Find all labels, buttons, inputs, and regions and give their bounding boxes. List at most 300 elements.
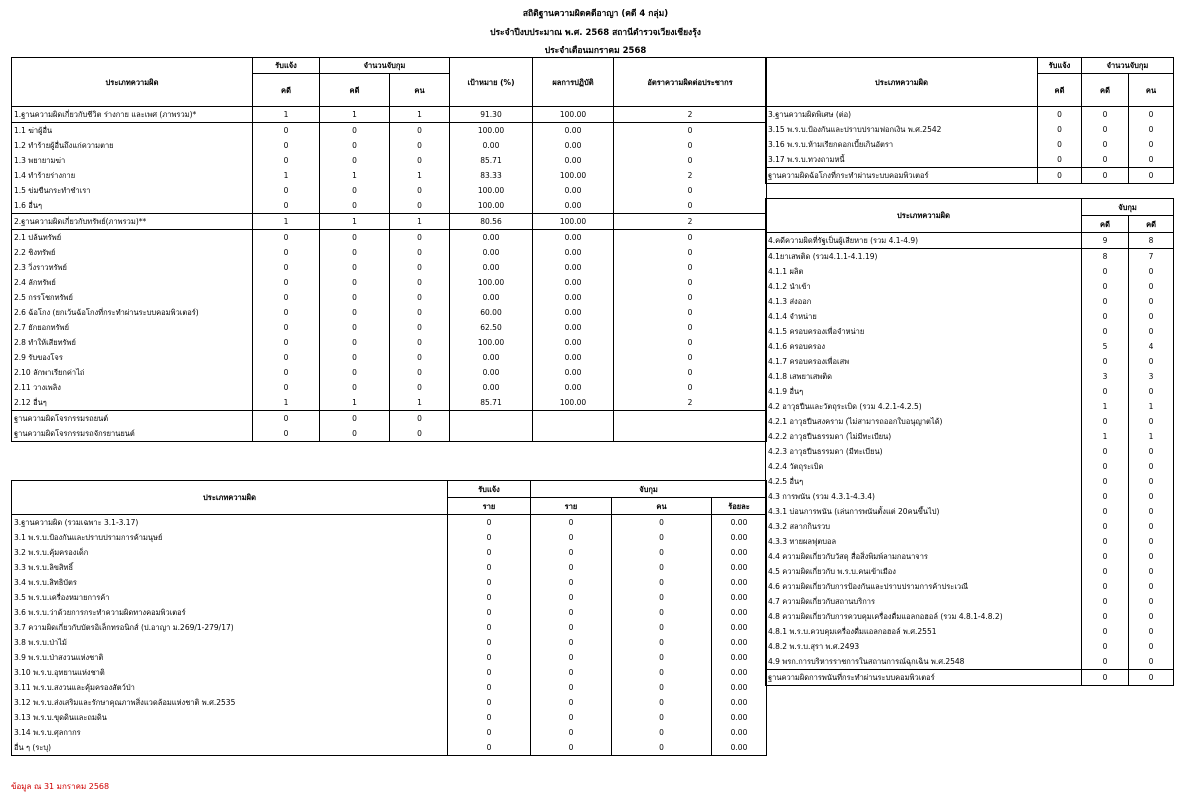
cell-value: 0 [253,290,320,305]
table-row [12,335,767,350]
cell-value: 0 [1129,444,1174,459]
cell-value: 0 [531,590,612,605]
cell-value: 91.30 [450,107,533,123]
table-row [766,152,1174,168]
cell-value: 0 [390,290,450,305]
cell-value: 0.00 [712,545,767,560]
cell-value: 0 [1082,294,1129,309]
cell-value: 0 [1082,639,1129,654]
cell-value: 0 [320,245,390,260]
cell-value: 0 [1129,459,1174,474]
table-row [766,670,1174,686]
row-label: 3.15 พ.ร.บ.ป้องกันและปราบปรามฟอกเงิน พ.ศ.2542 [766,122,1038,137]
cell-value: 7 [1129,249,1174,265]
row-label: 1.6 อื่นๆ [12,198,253,214]
cell-value: 0 [320,365,390,380]
cell-value: 0 [1129,384,1174,399]
table-row [12,740,767,756]
cell-value: 0 [614,275,767,290]
cell-value: 0 [1129,489,1174,504]
cell-value: 0 [1129,168,1174,184]
table-row [766,444,1174,459]
cell-value: 100.00 [533,168,614,183]
cell-value: 0 [320,305,390,320]
row-label: 3.4 พ.ร.บ.สิทธิบัตร [12,575,448,590]
row-label: 4.คดีความผิดที่รัฐเป็นผู้เสียหาย (รวม 4.1-4.9) [766,233,1082,249]
cell-value: 0 [253,320,320,335]
table-row [766,609,1174,624]
cell-value: 0 [1129,670,1174,686]
cell-value: 5 [1082,339,1129,354]
row-label: 4.1ยาเสพติด (รวม4.1.1-4.1.19) [766,249,1082,265]
col-header-received: รับแจ้ง [253,58,320,74]
row-label: 4.1.3 ส่งออก [766,294,1082,309]
row-label: 2.7 ยักยอกทรัพย์ [12,320,253,335]
table-row [12,560,767,575]
cell-value: 0 [448,590,531,605]
cell-value: 0.00 [712,740,767,756]
cell-value: 0 [253,183,320,198]
cell-value: 0 [1129,624,1174,639]
row-label: 4.1.4 จำหน่าย [766,309,1082,324]
col-header-type: ประเภทความผิด [766,199,1082,233]
cell-value: 0 [390,198,450,214]
col-header-case: คดี [1082,74,1129,107]
col-header-case: คดี [1129,216,1174,233]
cell-value: 0 [1082,279,1129,294]
cell-value: 0 [320,380,390,395]
cell-value: 0.00 [450,350,533,365]
table-row [12,183,767,198]
cell-value: 0 [614,320,767,335]
cell-value: 0 [1129,354,1174,369]
row-label: 2.ฐานความผิดเกี่ยวกับทรัพย์(ภาพรวม)** [12,214,253,230]
cell-value: 0 [1129,309,1174,324]
cell-value: 0.00 [712,695,767,710]
row-label: 1.ฐานความผิดเกี่ยวกับชีวิต ร่างกาย และเพศ (ภาพรวม)* [12,107,253,123]
cell-value: 0 [253,230,320,246]
cell-value: 0 [253,350,320,365]
cell-value: 100.00 [533,395,614,411]
table-row [766,399,1174,414]
cell-value: 0 [612,590,712,605]
cell-value: 0 [1129,504,1174,519]
col-header-case: คดี [253,74,320,107]
table-row [766,233,1174,249]
row-label: 4.1.9 อื่นๆ [766,384,1082,399]
row-label: 3.10 พ.ร.บ.อุทยานแห่งชาติ [12,665,448,680]
cell-value: 0 [253,275,320,290]
row-label: 3.9 พ.ร.บ.ป่าสงวนแห่งชาติ [12,650,448,665]
cell-value: 0 [614,245,767,260]
row-label: 3.11 พ.ร.บ.สงวนและคุ้มครองสัตว์ป่า [12,680,448,695]
cell-value: 0 [1082,594,1129,609]
cell-value: 0 [448,530,531,545]
cell-value: 0 [320,183,390,198]
cell-value [533,411,614,427]
cell-value: 0 [1082,152,1129,168]
cell-value: 100.00 [533,214,614,230]
table-row [12,230,767,246]
row-label: 4.2.4 วัตถุระเบิด [766,459,1082,474]
cell-value: 0 [531,710,612,725]
cell-value: 0 [1082,624,1129,639]
crime-stats-table-3 [765,57,1174,184]
table-row [766,579,1174,594]
cell-value: 0 [448,560,531,575]
cell-value: 0 [1129,474,1174,489]
col-header-arrested: จำนวนจับกุม [320,58,450,74]
cell-value: 0 [612,530,712,545]
cell-value: 0 [390,411,450,427]
cell-value: 100.00 [450,123,533,139]
table-row [12,305,767,320]
cell-value: 0.00 [450,245,533,260]
table-row [766,264,1174,279]
report-title: สถิติฐานความผิดคดีอาญา (คดี 4 กลุ่ม) [522,9,669,19]
cell-value: 0 [253,138,320,153]
col-header-result: ผลการปฏิบัติ [533,58,614,107]
col-header-person: คน [1129,74,1174,107]
cell-value: 0 [390,183,450,198]
cell-value: 0 [612,695,712,710]
row-label: 2.4 ลักทรัพย์ [12,275,253,290]
cell-value: 0.00 [533,305,614,320]
cell-value: 0 [448,635,531,650]
cell-value: 0 [1082,609,1129,624]
cell-value: 0 [1082,384,1129,399]
cell-value: 0.00 [533,290,614,305]
cell-value: 0 [614,230,767,246]
cell-value: 0 [531,515,612,531]
cell-value: 0 [320,320,390,335]
cell-value: 0 [390,275,450,290]
cell-value: 1 [253,168,320,183]
cell-value: 0 [390,138,450,153]
cell-value: 0 [448,620,531,635]
table-row [12,214,767,230]
cell-value: 0 [1038,107,1082,123]
row-label: 2.9 รับของโจร [12,350,253,365]
cell-value: 0 [1082,564,1129,579]
cell-value: 0 [1129,152,1174,168]
cell-value: 0.00 [533,230,614,246]
cell-value: 0 [253,153,320,168]
cell-value: 0 [1038,168,1082,184]
cell-value: 0 [448,665,531,680]
cell-value: 0.00 [712,560,767,575]
table-row [766,249,1174,265]
cell-value [533,426,614,442]
cell-value: 0 [614,260,767,275]
cell-value: 0 [320,260,390,275]
row-label: 2.1 ปล้นทรัพย์ [12,230,253,246]
cell-value: 0 [448,575,531,590]
cell-value: 0.00 [712,515,767,531]
cell-value: 0 [390,230,450,246]
cell-value: 0 [612,680,712,695]
row-label: 2.5 กรรโชกทรัพย์ [12,290,253,305]
table-row [12,245,767,260]
cell-value: 0 [390,153,450,168]
cell-value: 0 [320,123,390,139]
cell-value: 0 [320,230,390,246]
cell-value: 0 [1082,354,1129,369]
cell-value: 0 [1038,122,1082,137]
cell-value: 0.00 [450,138,533,153]
table-row [766,564,1174,579]
cell-value: 0 [1082,519,1129,534]
table-row [12,411,767,427]
table-row [766,324,1174,339]
row-label: ฐานความผิดฉ้อโกงที่กระทำผ่านระบบคอมพิวเตอร์ [766,168,1038,184]
cell-value: 0 [448,545,531,560]
cell-value: 0 [1082,489,1129,504]
cell-value: 0.00 [533,198,614,214]
cell-value: 0 [531,620,612,635]
row-label: 2.3 วิ่งราวทรัพย์ [12,260,253,275]
table-row [766,279,1174,294]
cell-value: 0 [612,635,712,650]
row-label: 3.ฐานความผิด (รวมเฉพาะ 3.1-3.17) [12,515,448,531]
cell-value: 1 [1129,429,1174,444]
table-row [766,122,1174,137]
cell-value: 0 [614,290,767,305]
row-label: 3.16 พ.ร.บ.ห้ามเรียกดอกเบี้ยเกินอัตรา [766,137,1038,152]
cell-value: 100.00 [450,275,533,290]
row-label: ฐานความผิดโจรกรรมรถจักรยานยนต์ [12,426,253,442]
table-row [12,530,767,545]
cell-value: 0 [1129,137,1174,152]
cell-value: 0.00 [533,153,614,168]
cell-value: 0 [1129,564,1174,579]
row-label: 4.8 ความผิดเกี่ยวกับการควบคุมเครื่องดื่มแอลกอฮอล์ (รวม 4.8.1-4.8.2) [766,609,1082,624]
cell-value: 0.00 [712,635,767,650]
cell-value [614,426,767,442]
table-row [766,137,1174,152]
col-header-arrested: จับกุม [1082,199,1174,216]
table-row [766,534,1174,549]
table-row [12,275,767,290]
cell-value: 0 [253,245,320,260]
cell-value: 0.00 [450,365,533,380]
col-header-received: รับแจ้ง [448,481,531,498]
cell-value: 0.00 [533,260,614,275]
row-label: 3.13 พ.ร.บ.ขุดดินและถมดิน [12,710,448,725]
cell-value: 0 [320,275,390,290]
table-row [12,605,767,620]
row-label: 2.11 วางเพลิง [12,380,253,395]
table-row [12,107,767,123]
cell-value: 0 [612,605,712,620]
row-label: 4.1.6 ครอบครอง [766,339,1082,354]
cell-value: 0 [531,605,612,620]
cell-value: 0 [612,725,712,740]
row-label: 3.2 พ.ร.บ.คุ้มครองเด็ก [12,545,448,560]
table-row [766,294,1174,309]
row-label: 4.8.2 พ.ร.บ.สุรา พ.ศ.2493 [766,639,1082,654]
cell-value: 80.56 [450,214,533,230]
table-row [766,339,1174,354]
cell-value: 0 [253,198,320,214]
cell-value: 0.00 [712,590,767,605]
cell-value: 1 [320,214,390,230]
cell-value: 0 [614,123,767,139]
row-label: 1.1 ฆ่าผู้อื่น [12,123,253,139]
cell-value: 0 [448,680,531,695]
cell-value: 100.00 [450,335,533,350]
col-header-arrested: จำนวนจับกุม [1082,58,1174,74]
cell-value: 4 [1129,339,1174,354]
cell-value: 0 [531,665,612,680]
row-label: 1.4 ทำร้ายร่างกาย [12,168,253,183]
cell-value: 1 [320,168,390,183]
cell-value: 0 [612,545,712,560]
cell-value: 1 [390,168,450,183]
cell-value: 0 [1082,504,1129,519]
cell-value: 0 [1082,474,1129,489]
cell-value: 0 [614,198,767,214]
row-label: 1.2 ทำร้ายผู้อื่นถึงแก่ความตาย [12,138,253,153]
cell-value: 0 [448,605,531,620]
cell-value: 0 [448,695,531,710]
table-row [12,665,767,680]
cell-value: 0 [612,560,712,575]
cell-value: 0 [253,260,320,275]
cell-value: 0 [1129,534,1174,549]
cell-value: 0.00 [712,605,767,620]
cell-value: 0 [1082,107,1129,123]
cell-value: 0 [1129,324,1174,339]
table-row [766,639,1174,654]
cell-value: 0 [320,335,390,350]
table-row [766,654,1174,670]
table-row [12,590,767,605]
cell-value: 62.50 [450,320,533,335]
cell-value: 1 [320,107,390,123]
cell-value: 0 [1038,152,1082,168]
table-row [12,635,767,650]
cell-value: 9 [1082,233,1129,249]
cell-value: 2 [614,107,767,123]
row-label: อื่น ๆ (ระบุ) [12,740,448,756]
cell-value: 0 [390,123,450,139]
cell-value: 1 [1082,399,1129,414]
cell-value: 1 [253,107,320,123]
cell-value: 0.00 [533,245,614,260]
cell-value: 3 [1082,369,1129,384]
row-label: 4.2.5 อื่นๆ [766,474,1082,489]
col-header-case: คดี [1082,216,1129,233]
cell-value: 0 [320,198,390,214]
cell-value [614,411,767,427]
cell-value [450,411,533,427]
table-row [12,138,767,153]
cell-value: 1 [1129,399,1174,414]
cell-value: 0.00 [712,530,767,545]
cell-value: 0.00 [712,680,767,695]
col-header-arrested: จับกุม [531,481,767,498]
cell-value: 0 [1129,579,1174,594]
cell-value: 0 [320,426,390,442]
row-label: 2.6 ฉ้อโกง (ยกเว้นฉ้อโกงที่กระทำผ่านระบบคอมพิวเตอร์) [12,305,253,320]
row-label: 4.7 ความผิดเกี่ยวกับสถานบริการ [766,594,1082,609]
table-row [12,650,767,665]
table-row [766,594,1174,609]
row-label: 4.8.1 พ.ร.บ.ควบคุมเครื่องดื่มแอลกอฮอล์ พ.ศ.2551 [766,624,1082,639]
row-label: 4.1.5 ครอบครองเพื่อจำหน่าย [766,324,1082,339]
cell-value: 1 [253,395,320,411]
table-row [12,545,767,560]
cell-value: 0 [614,153,767,168]
table-row [766,429,1174,444]
report-period: ประจำเดือนมกราคม 2568 [544,46,647,56]
col-header-type: ประเภทความผิด [766,58,1038,107]
cell-value: 0.00 [533,123,614,139]
table-row [766,384,1174,399]
cell-value: 0 [614,183,767,198]
crime-stats-table-4 [765,198,1174,686]
cell-value: 0 [1082,137,1129,152]
table-row [766,489,1174,504]
cell-value: 0 [1082,168,1129,184]
table-row [766,168,1174,184]
cell-value: 1 [1082,429,1129,444]
cell-value: 0 [612,665,712,680]
row-label: 1.3 พยายามฆ่า [12,153,253,168]
cell-value: 0 [253,365,320,380]
cell-value: 2 [614,395,767,411]
col-header-target: เป้าหมาย (%) [450,58,533,107]
cell-value: 0 [320,290,390,305]
cell-value: 0 [390,365,450,380]
cell-value: 0 [320,350,390,365]
cell-value: 0 [531,740,612,756]
cell-value: 0 [612,740,712,756]
cell-value: 0 [1129,294,1174,309]
table-row [12,123,767,139]
cell-value: 100.00 [533,107,614,123]
cell-value: 0 [1082,264,1129,279]
cell-value: 0 [531,575,612,590]
cell-value: 8 [1129,233,1174,249]
cell-value: 0 [1129,107,1174,123]
cell-value: 0 [1129,654,1174,670]
col-header-type: ประเภทความผิด [12,481,448,515]
cell-value: 0.00 [450,380,533,395]
cell-value: 0 [1082,414,1129,429]
cell-value: 0.00 [533,365,614,380]
cell-value: 0 [531,695,612,710]
cell-value: 0.00 [450,230,533,246]
table-row [766,504,1174,519]
cell-value: 1 [253,214,320,230]
row-label: 4.1.8 เสพยาเสพติด [766,369,1082,384]
table-row [766,369,1174,384]
table-row [12,710,767,725]
table-row [12,198,767,214]
cell-value: 0.00 [450,290,533,305]
cell-value: 0 [612,650,712,665]
cell-value: 0 [1082,670,1129,686]
row-label: 3.3 พ.ร.บ.ลิขสิทธิ์ [12,560,448,575]
cell-value: 0 [1082,534,1129,549]
cell-value: 0 [612,575,712,590]
cell-value: 0.00 [712,620,767,635]
data-as-of-note: ข้อมูล ณ 31 มกราคม 2568 [11,782,110,791]
cell-value: 85.71 [450,153,533,168]
cell-value: 3 [1129,369,1174,384]
